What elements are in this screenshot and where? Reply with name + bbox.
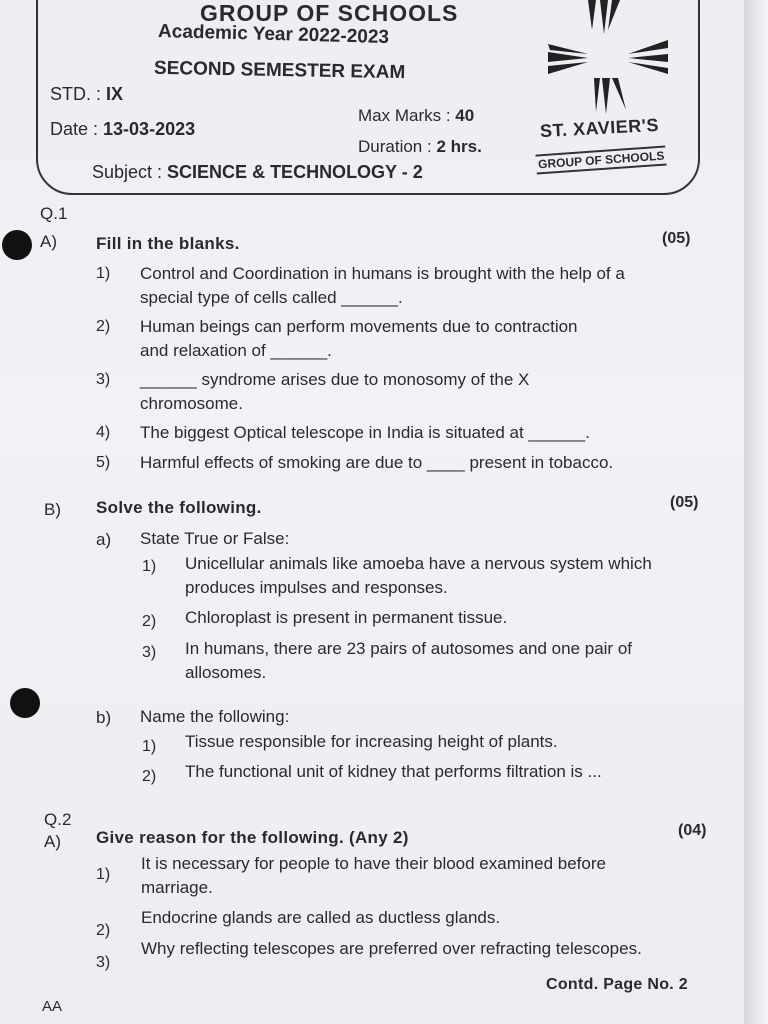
school-name: GROUP OF SCHOOLS [200, 0, 459, 26]
school-logo-icon [538, 0, 678, 120]
punch-hole [10, 688, 40, 718]
item-number: 2) [96, 318, 111, 335]
question-1-label: Q.1 [40, 204, 68, 223]
fill-blank-item: Human beings can perform movements due to contraction and relaxation of ______. [140, 317, 578, 360]
item-number: 1) [142, 558, 157, 575]
academic-year: Academic Year 2022-2023 [157, 20, 390, 49]
exam-title: SECOND SEMESTER EXAM [153, 57, 406, 84]
item-number: 2) [96, 922, 111, 939]
fill-blank-item: ______ syndrome arises due to monosomy of the X chromosome. [140, 370, 530, 413]
item-number: 1) [142, 738, 157, 755]
logo-subtitle: GROUP OF SCHOOLS [535, 145, 667, 174]
q1-part-b-letter: B) [44, 500, 61, 519]
item-number: 4) [96, 424, 111, 441]
q1-part-a-heading: Fill in the blanks. [96, 234, 240, 253]
q1-b-b-heading: Name the following: [140, 707, 290, 726]
duration-value: 2 hrs. [436, 137, 482, 156]
true-false-item: Unicellular animals like amoeba have a nervous system which produces impulses and responses. [185, 554, 652, 597]
paper-edge [744, 0, 768, 1024]
item-number: 2) [142, 768, 157, 785]
name-following-item: Tissue responsible for increasing height of plants. [185, 732, 558, 751]
reason-item: Endocrine glands are called as ductless glands. [141, 908, 501, 927]
q1-part-a-marks: (05) [662, 230, 691, 247]
fill-blank-item: The biggest Optical telescope in India is situated at ______. [140, 423, 590, 442]
item-number: 3) [96, 954, 111, 971]
max-marks-field: Max Marks : 40 [358, 106, 475, 125]
fill-blank-item: Control and Coordination in humans is brought with the help of a special type of cells called ______. [140, 264, 625, 307]
item-number: 2) [142, 613, 157, 630]
date-field: Date : 13-03-2023 [50, 119, 196, 139]
reason-item: Why reflecting telescopes are preferred over refracting telescopes. [141, 939, 642, 958]
name-following-item: The functional unit of kidney that performs filtration is ... [185, 762, 602, 781]
q1-part-a-letter: A) [40, 232, 57, 251]
subject-field: Subject : SCIENCE & TECHNOLOGY - 2 [92, 162, 423, 182]
q2-part-a-marks: (04) [678, 822, 707, 839]
punch-hole [2, 230, 32, 260]
item-number: 3) [142, 644, 157, 661]
fill-blank-item: Harmful effects of smoking are due to ____ present in tobacco. [140, 453, 614, 472]
date-value: 13-03-2023 [103, 119, 196, 139]
true-false-item: Chloroplast is present in permanent tissue. [185, 608, 508, 627]
item-number: 1) [96, 265, 111, 282]
item-number: 5) [96, 454, 111, 471]
q1-part-b-marks: (05) [670, 494, 699, 511]
q2-part-a-heading: Give reason for the following. (Any 2) [96, 828, 409, 847]
subject-value: SCIENCE & TECHNOLOGY - 2 [167, 162, 423, 182]
duration-field: Duration : 2 hrs. [358, 137, 482, 156]
logo-name: ST. XAVIER'S [539, 114, 660, 142]
q1-b-a-heading: State True or False: [140, 529, 290, 548]
max-marks-value: 40 [455, 106, 475, 125]
q1-part-b-heading: Solve the following. [96, 498, 262, 517]
q1-b-b-letter: b) [96, 708, 112, 727]
continued-note: Contd. Page No. 2 [546, 976, 688, 993]
std-value: IX [106, 84, 124, 104]
q1-b-a-letter: a) [96, 530, 112, 549]
q2-part-a-letter: A) [44, 832, 61, 851]
reason-item: It is necessary for people to have their blood examined before marriage. [141, 854, 606, 897]
item-number: 3) [96, 371, 111, 388]
true-false-item: In humans, there are 23 pairs of autosomes and one pair of allosomes. [185, 639, 632, 682]
std-field: STD. : IX [50, 84, 124, 104]
question-2-label: Q.2 [44, 810, 72, 829]
paper-code: AA [42, 998, 63, 1015]
item-number: 1) [96, 866, 111, 883]
